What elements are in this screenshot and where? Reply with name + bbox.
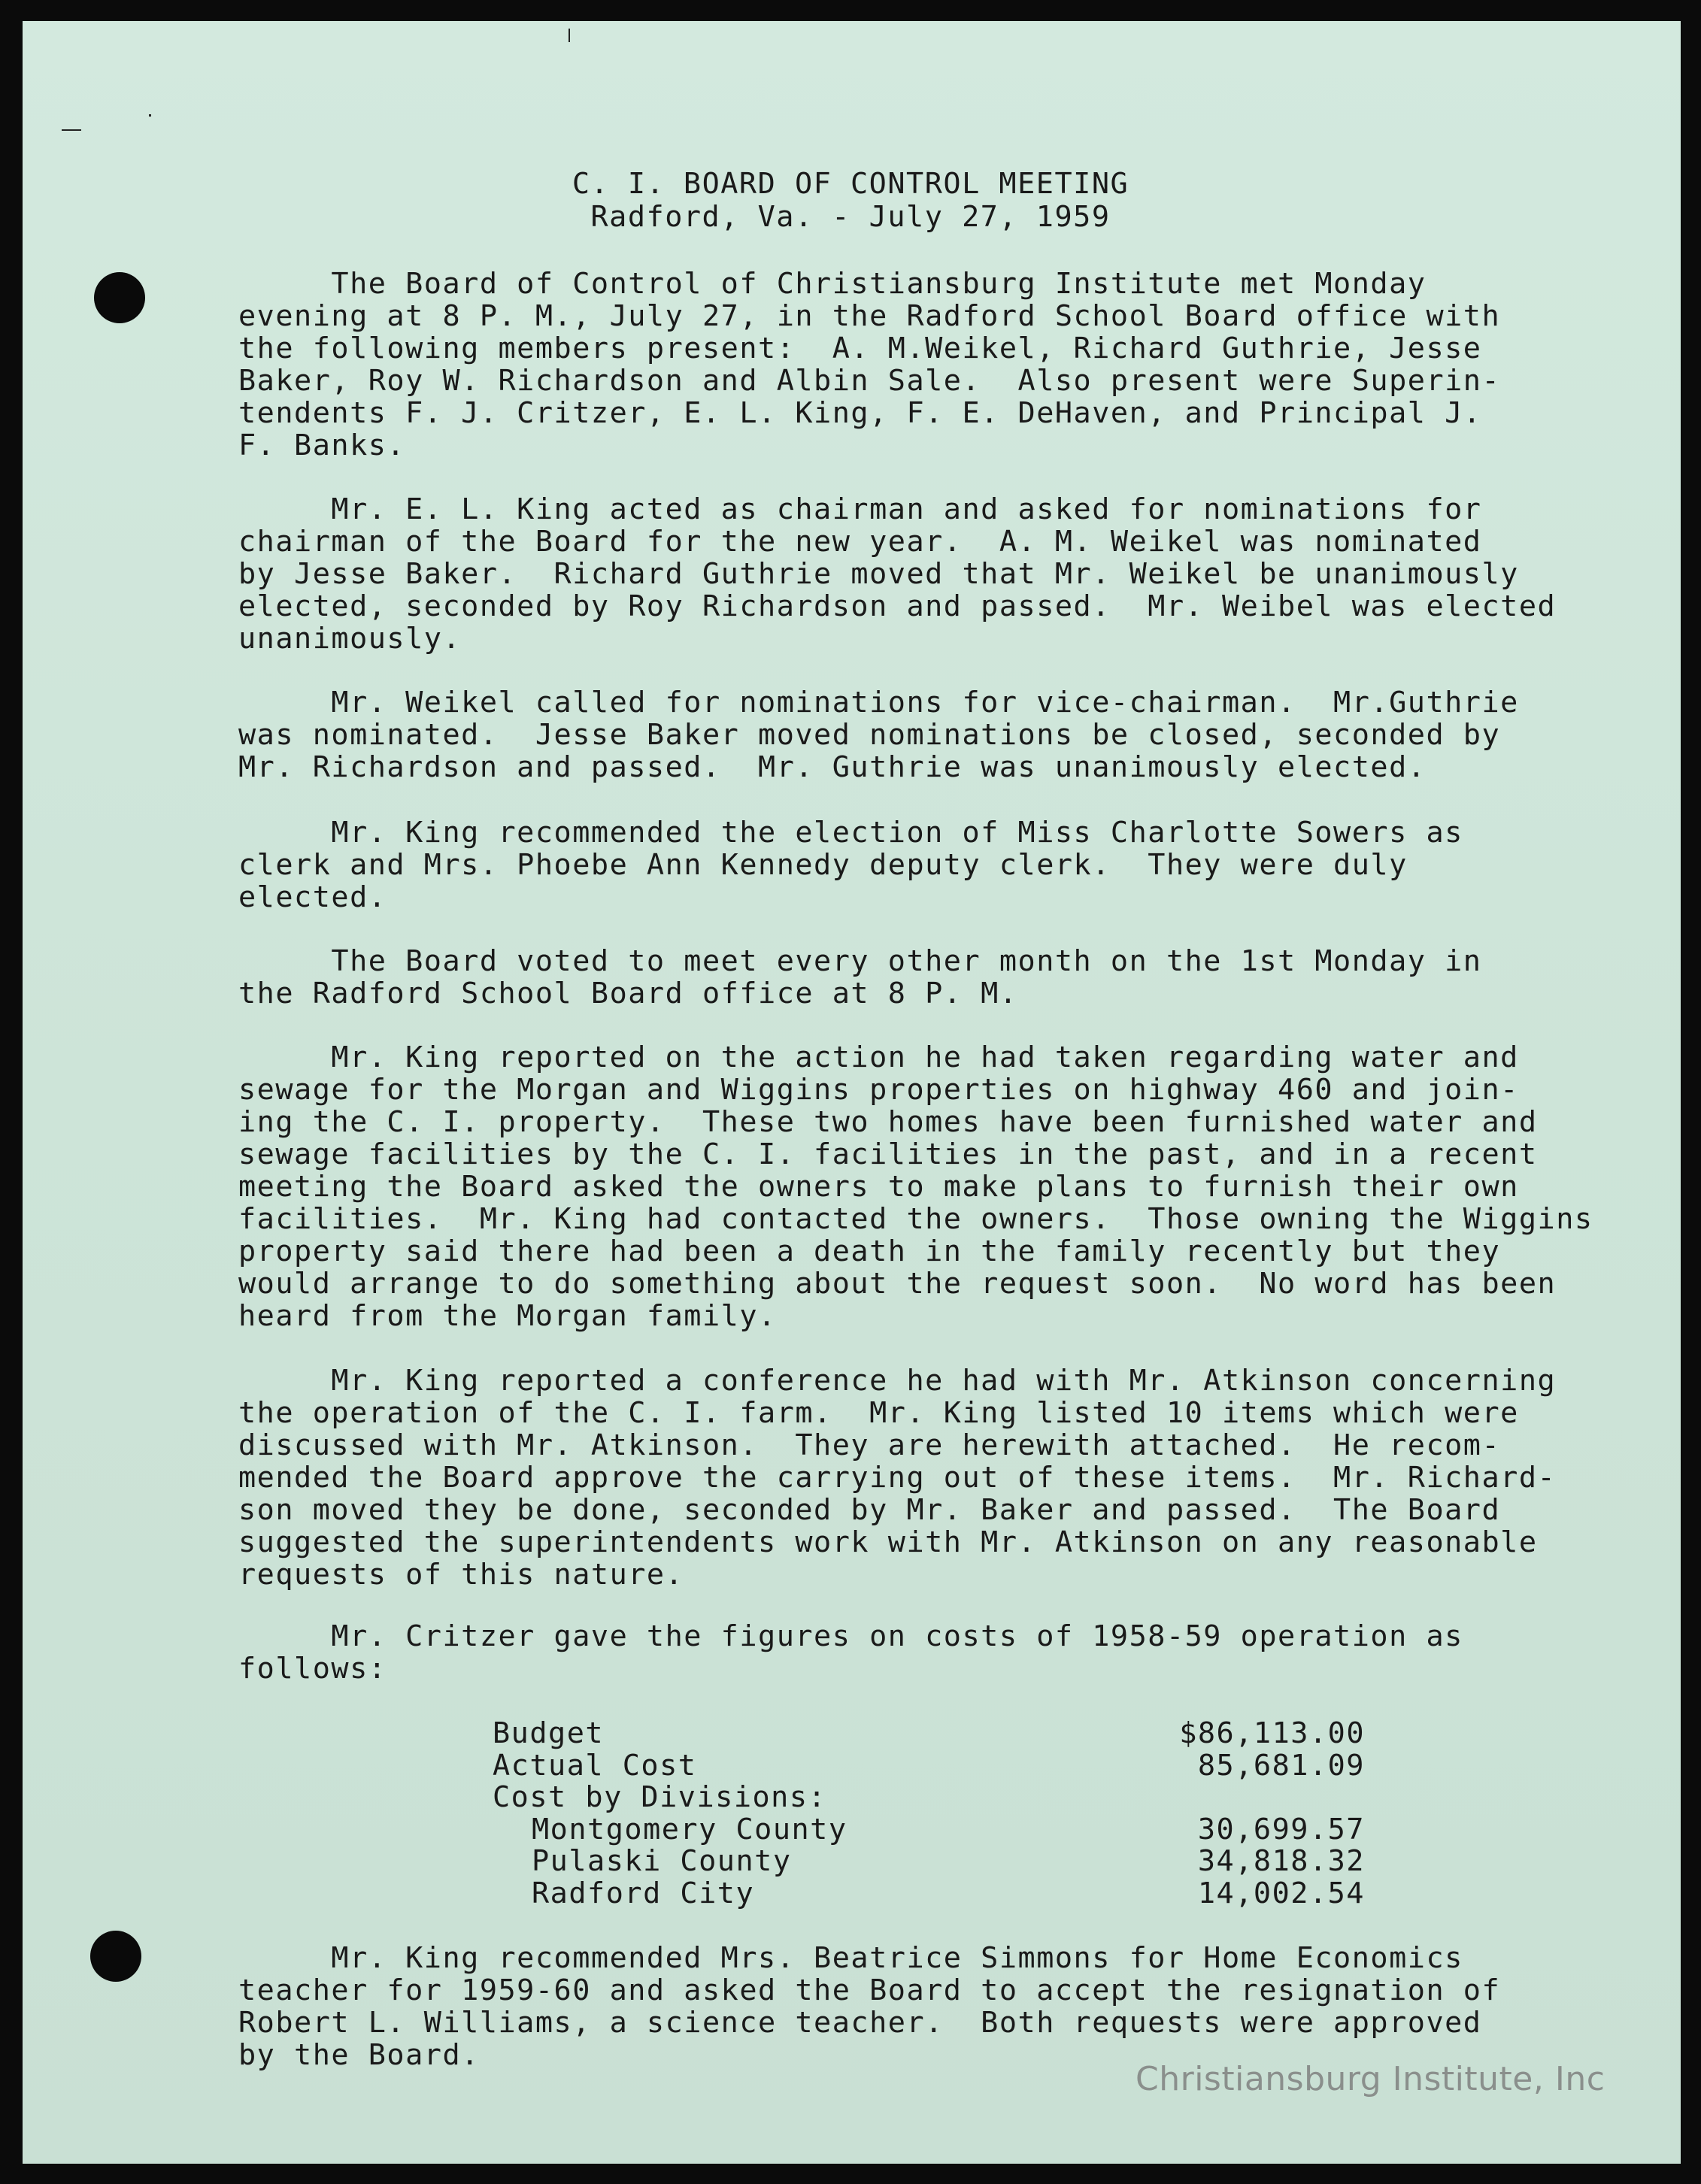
paragraph-attendance: The Board of Control of Christiansburg Institute met Monday evening at 8 P. M., July 27, in the Radford School Board office with the following members present: A. M.Weikel, Richard Guthrie, Jesse Baker, Roy W. Richardson and Albin Sale. Also present were Superin- tendents F. J. Critzer, E. L. King, F. E. DeHaven, and Principal J. F. Banks. bbox=[238, 267, 1501, 462]
punch-hole-bottom bbox=[90, 1931, 141, 1982]
cost-label: Actual Cost bbox=[493, 1748, 697, 1783]
paragraph-vice-chairman: Mr. Weikel called for nominations for vice-chairman. Mr.Guthrie was nominated. Jesse Baker moved nominations be closed, seconded by Mr. Richardson and passed. Mr. Guthrie was unanimously elected. bbox=[238, 686, 1519, 784]
paragraph-chairman-election: Mr. E. L. King acted as chairman and asked for nominations for chairman of the Board for the new year. A. M. Weikel was nominated by Jesse Baker. Richard Guthrie moved that Mr. Weikel be unanimously elected, seconded by Roy Richardson and passed. Mr. Weibel was elected unanimously. bbox=[238, 492, 1557, 656]
paragraph-water-sewage: Mr. King reported on the action he had taken regarding water and sewage for the Morgan and Wiggins properties on highway 460 and join- ing the C. I. property. These two homes have been furnished water and sewage facilities by the C. I. facilities in the past, and in a recent meeting the Board asked the owners to make plans to furnish their own facilities. Mr. King had contacted the owners. Those owning the Wiggins property said there had been a death in the family recently but they would arrange to do something about the request soon. No word has been heard from the Morgan family. bbox=[238, 1041, 1593, 1333]
cost-row-actual bbox=[493, 1750, 1365, 1783]
cost-amount: 34,818.32 bbox=[1197, 1844, 1365, 1878]
cost-label: Radford City bbox=[532, 1876, 755, 1910]
paragraph-costs-intro: Mr. Critzer gave the figures on costs of 1958-59 operation as follows: bbox=[238, 1619, 1463, 1686]
stray-mark bbox=[149, 114, 151, 117]
cost-label: Pulaski County bbox=[532, 1844, 792, 1878]
punch-hole-top bbox=[94, 272, 145, 323]
cost-table bbox=[493, 1718, 1365, 1910]
stray-mark bbox=[569, 29, 570, 42]
paragraph-staff-changes: Mr. King recommended Mrs. Beatrice Simmons for Home Economics teacher for 1959-60 and asked the Board to accept the resignation of Robert L. Williams, a science teacher. Both requests were approved by the Board. bbox=[238, 1941, 1501, 2072]
stray-mark bbox=[62, 129, 81, 131]
cost-row-montgomery bbox=[493, 1814, 1365, 1846]
paragraph-clerk-election: Mr. King recommended the election of Miss Charlotte Sowers as clerk and Mrs. Phoebe Ann Kennedy deputy clerk. They were duly elected. bbox=[238, 816, 1463, 914]
watermark: Christiansburg Institute, Inc bbox=[1136, 2060, 1605, 2098]
paragraph-farm-conference: Mr. King reported a conference he had with Mr. Atkinson concerning the operation of the C. I. farm. Mr. King listed 10 items which were discussed with Mr. Atkinson. They are herewith attached. He recom- mended the Board approve the carrying out of these items. Mr. Richard- son moved they be done, seconded by Mr. Baker and passed. The Board suggested the superintendents work with Mr. Atkinson on any reasonable requests of this nature. bbox=[238, 1364, 1557, 1592]
cost-amount: 14,002.54 bbox=[1197, 1876, 1365, 1910]
cost-amount: 30,699.57 bbox=[1197, 1812, 1365, 1846]
cost-amount: $86,113.00 bbox=[1179, 1716, 1365, 1750]
paragraph-meeting-schedule: The Board voted to meet every other month on the 1st Monday in the Radford School Board office at 8 P. M. bbox=[238, 944, 1482, 1010]
document-subtitle: Radford, Va. - July 27, 1959 bbox=[590, 200, 1111, 234]
cost-label: Montgomery County bbox=[532, 1812, 847, 1846]
cost-label: Budget bbox=[493, 1716, 605, 1750]
cost-amount: 85,681.09 bbox=[1197, 1748, 1365, 1783]
cost-row-budget bbox=[493, 1718, 1365, 1750]
cost-row-pulaski bbox=[493, 1846, 1365, 1878]
cost-row-radford bbox=[493, 1878, 1365, 1910]
document-title: C. I. BOARD OF CONTROL MEETING bbox=[572, 167, 1129, 201]
cost-label: Cost by Divisions: bbox=[493, 1780, 827, 1814]
cost-row-divisions-header bbox=[493, 1782, 1365, 1814]
